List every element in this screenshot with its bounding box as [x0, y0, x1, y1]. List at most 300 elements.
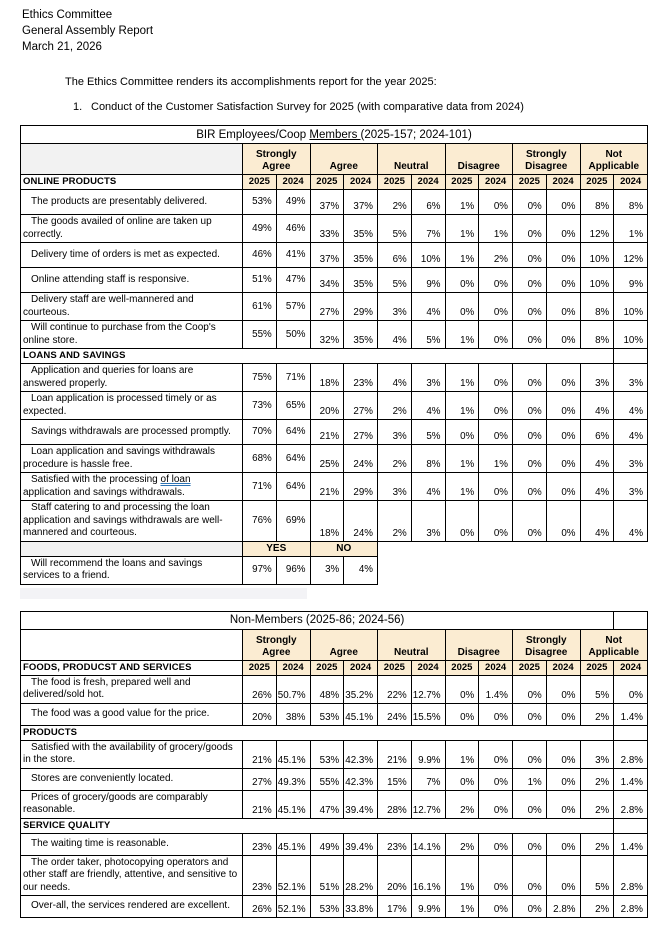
value-cell: 25% [310, 445, 344, 473]
group-header-cell: Not Applicable [580, 629, 648, 660]
value-cell: 3% [580, 740, 614, 768]
value-cell: 46% [276, 215, 310, 243]
value-cell: 50.7% [276, 675, 310, 703]
value-cell: 4% [580, 473, 614, 501]
non-members-survey-table [20, 611, 648, 919]
value-cell: 33% [310, 215, 344, 243]
value-cell: 0% [513, 321, 547, 349]
value-cell: 53% [310, 703, 344, 725]
value-cell: 1% [445, 473, 479, 501]
value-cell: 1% [513, 768, 547, 790]
value-cell: 5% [580, 675, 614, 703]
value-cell: 3% [614, 364, 648, 392]
value-cell: 48% [310, 675, 344, 703]
value-cell: 0% [513, 268, 547, 293]
value-cell: 10% [580, 243, 614, 268]
value-cell: 15.5% [411, 703, 445, 725]
value-cell: 21% [310, 420, 344, 445]
value-cell: 0% [479, 293, 513, 321]
section-label-cell: FOODS, PRODUCST AND SERVICES [21, 660, 243, 675]
row-label-cell [21, 473, 243, 501]
value-cell: 0% [445, 768, 479, 790]
value-cell: 0% [546, 268, 580, 293]
value-cell: 2.8% [614, 896, 648, 918]
row-label-cell: Satisfied with the availability of grocery/goods in the store. [21, 740, 243, 768]
value-cell: 3% [310, 556, 344, 584]
row-label-cell: Application and queries for loans are answered properly. [21, 364, 243, 392]
value-cell: 4% [411, 473, 445, 501]
row-label-cell: The products are presentably delivered. [21, 190, 243, 215]
value-cell: 8% [580, 190, 614, 215]
value-cell: 26% [243, 675, 277, 703]
table-title-row [21, 126, 648, 144]
value-cell: 0% [479, 703, 513, 725]
value-cell: 55% [310, 768, 344, 790]
value-cell: 2% [580, 768, 614, 790]
value-cell: 1% [445, 321, 479, 349]
value-cell: 29% [344, 293, 378, 321]
value-cell: 46% [243, 243, 277, 268]
value-cell: 0% [513, 675, 547, 703]
value-cell: 10% [580, 268, 614, 293]
value-cell: 0% [513, 190, 547, 215]
value-cell: 3% [614, 445, 648, 473]
value-cell: 65% [276, 392, 310, 420]
data-row [21, 703, 648, 725]
value-cell: 0% [445, 501, 479, 542]
row-label-cell: The food is fresh, prepared well and delivered/sold hot. [21, 675, 243, 703]
value-cell: 8% [614, 190, 648, 215]
value-cell: 4% [614, 501, 648, 542]
year-header-cell: 2025 [445, 660, 479, 675]
value-cell: 0% [546, 293, 580, 321]
value-cell: 0% [546, 675, 580, 703]
value-cell: 0% [513, 364, 547, 392]
value-cell: 1% [445, 215, 479, 243]
value-cell: 1.4% [614, 833, 648, 855]
section-row [21, 818, 648, 833]
value-cell: 27% [344, 420, 378, 445]
value-cell: 5% [411, 420, 445, 445]
year-header-cell: 2025 [445, 175, 479, 190]
value-cell: 1% [445, 855, 479, 896]
value-cell: 8% [411, 445, 445, 473]
section-label-cell: ONLINE PRODUCTS [21, 175, 243, 190]
value-cell: 51% [310, 855, 344, 896]
value-cell: 37% [344, 190, 378, 215]
value-cell: 16.1% [411, 855, 445, 896]
row-label-cell: Online attending staff is responsive. [21, 268, 243, 293]
year-header-cell: 2024 [411, 660, 445, 675]
data-row [21, 445, 648, 473]
yesno-header-cell: NO [310, 541, 378, 556]
value-cell: 0% [546, 445, 580, 473]
value-cell: 0% [546, 243, 580, 268]
row-label-cell: Delivery staff are well-mannered and courteous. [21, 293, 243, 321]
value-cell: 0% [546, 215, 580, 243]
table-title-text: BIR Employees/Coop [196, 128, 310, 141]
value-cell: 0% [546, 790, 580, 818]
value-cell: 5% [580, 855, 614, 896]
document-header [0, 0, 654, 55]
year-header-cell: 2024 [411, 175, 445, 190]
value-cell: 27% [344, 392, 378, 420]
value-cell: 24% [344, 501, 378, 542]
value-cell: 21% [243, 790, 277, 818]
value-cell: 20% [310, 392, 344, 420]
group-header-cell: Strongly Disagree [513, 144, 581, 175]
row-label-cell: The waiting time is reasonable. [21, 833, 243, 855]
value-cell: 49% [276, 190, 310, 215]
yesno-header-cell: YES [243, 541, 311, 556]
value-cell: 0% [445, 703, 479, 725]
row-label-cell: Will continue to purchase from the Coop's online store. [21, 321, 243, 349]
value-cell: 20% [378, 855, 412, 896]
value-cell: 26% [243, 896, 277, 918]
value-cell: 37% [310, 190, 344, 215]
value-cell: 42.3% [344, 740, 378, 768]
value-cell: 1.4% [479, 675, 513, 703]
blank-corner-cell [21, 629, 243, 660]
group-header-cell: Neutral [378, 144, 446, 175]
value-cell: 0% [445, 293, 479, 321]
value-cell: 61% [243, 293, 277, 321]
value-cell: 2% [479, 243, 513, 268]
value-cell: 53% [310, 896, 344, 918]
header-line-date: March 21, 2026 [22, 41, 102, 53]
title-side-cell [614, 611, 648, 629]
value-cell: 2% [580, 790, 614, 818]
value-cell: 29% [344, 473, 378, 501]
section-side-cell [614, 725, 648, 740]
value-cell: 17% [378, 896, 412, 918]
value-cell: 97% [243, 556, 277, 584]
data-row [21, 243, 648, 268]
value-cell: 0% [479, 364, 513, 392]
intro-paragraph: The Ethics Committee renders its accomplishments report for the year 2025: [65, 76, 437, 88]
header-line-committee: Ethics Committee [22, 9, 113, 21]
value-cell: 1% [479, 215, 513, 243]
data-row [21, 740, 648, 768]
data-row [21, 768, 648, 790]
row-label-cell: Over-all, the services rendered are excellent. [21, 896, 243, 918]
value-cell: 4% [614, 392, 648, 420]
value-cell: 6% [378, 243, 412, 268]
table-title [21, 611, 614, 629]
value-cell: 10% [411, 243, 445, 268]
value-cell: 1% [445, 364, 479, 392]
value-cell: 0% [546, 420, 580, 445]
blank-corner-cell [21, 144, 243, 175]
value-cell: 0% [479, 740, 513, 768]
group-header-cell: Agree [310, 144, 378, 175]
value-cell: 0% [546, 703, 580, 725]
value-cell: 0% [513, 501, 547, 542]
value-cell: 2.8% [614, 740, 648, 768]
value-cell: 0% [513, 473, 547, 501]
value-cell: 5% [378, 215, 412, 243]
value-cell: 27% [243, 768, 277, 790]
value-cell: 2% [580, 833, 614, 855]
value-cell: 21% [243, 740, 277, 768]
value-cell: 1% [614, 215, 648, 243]
group-header-row [21, 144, 648, 175]
value-cell: 0% [479, 501, 513, 542]
value-cell: 15% [378, 768, 412, 790]
year-header-cell: 2024 [546, 175, 580, 190]
value-cell: 21% [378, 740, 412, 768]
value-cell: 49% [310, 833, 344, 855]
data-row [21, 790, 648, 818]
value-cell: 1% [445, 243, 479, 268]
value-cell: 34% [310, 268, 344, 293]
value-cell: 0% [513, 855, 547, 896]
value-cell: 3% [411, 501, 445, 542]
data-row [21, 420, 648, 445]
year-header-cell: 2024 [276, 660, 310, 675]
year-header-cell: 2024 [546, 660, 580, 675]
value-cell: 45.1% [276, 833, 310, 855]
value-cell: 4% [580, 392, 614, 420]
year-header-cell: 2025 [580, 175, 614, 190]
value-cell: 0% [513, 215, 547, 243]
value-cell: 28.2% [344, 855, 378, 896]
value-cell: 0% [445, 420, 479, 445]
value-cell: 0% [546, 501, 580, 542]
value-cell: 3% [411, 364, 445, 392]
value-cell: 0% [479, 473, 513, 501]
value-cell: 52.1% [276, 896, 310, 918]
data-row [21, 215, 648, 243]
value-cell: 70% [243, 420, 277, 445]
value-cell: 37% [310, 243, 344, 268]
value-cell: 0% [513, 293, 547, 321]
value-cell: 3% [378, 293, 412, 321]
value-cell: 23% [243, 855, 277, 896]
value-cell: 0% [513, 896, 547, 918]
row-label-text: application and savings withdrawals. [23, 486, 185, 498]
value-cell: 0% [479, 392, 513, 420]
value-cell: 10% [614, 293, 648, 321]
value-cell: 1% [445, 740, 479, 768]
value-cell: 3% [580, 364, 614, 392]
year-header-cell: 2024 [344, 175, 378, 190]
value-cell: 27% [310, 293, 344, 321]
value-cell: 33.8% [344, 896, 378, 918]
value-cell: 2% [445, 790, 479, 818]
yesno-blank-cell [21, 541, 243, 556]
value-cell: 2% [580, 703, 614, 725]
value-cell: 2.8% [614, 790, 648, 818]
value-cell: 23% [378, 833, 412, 855]
value-cell: 24% [344, 445, 378, 473]
year-header-cell: 2024 [614, 175, 648, 190]
value-cell: 35% [344, 268, 378, 293]
value-cell: 3% [614, 473, 648, 501]
value-cell: 1% [445, 392, 479, 420]
value-cell: 0% [546, 364, 580, 392]
year-header-cell: 2025 [378, 175, 412, 190]
row-label-cell: Delivery time of orders is met as expected. [21, 243, 243, 268]
value-cell: 7% [411, 768, 445, 790]
year-header-cell: 2025 [378, 660, 412, 675]
value-cell: 45.1% [276, 790, 310, 818]
value-cell: 20% [243, 703, 277, 725]
value-cell: 0% [513, 420, 547, 445]
value-cell: 8% [580, 321, 614, 349]
value-cell: 4% [580, 445, 614, 473]
value-cell: 38% [276, 703, 310, 725]
year-header-cell: 2024 [479, 660, 513, 675]
year-header-cell: 2024 [479, 175, 513, 190]
value-cell: 0% [479, 896, 513, 918]
year-header-cell: 2025 [310, 660, 344, 675]
value-cell: 0% [479, 190, 513, 215]
value-cell: 2.8% [546, 896, 580, 918]
year-header-cell: 2024 [344, 660, 378, 675]
value-cell: 5% [378, 268, 412, 293]
row-label-cell: Staff catering to and processing the loan application and savings withdrawals are well-mannered and courteous. [21, 501, 243, 542]
table-bottom-shading [20, 588, 307, 599]
value-cell: 0% [546, 740, 580, 768]
value-cell: 6% [411, 190, 445, 215]
value-cell: 3% [378, 473, 412, 501]
value-cell: 0% [513, 703, 547, 725]
empty-region [378, 556, 648, 584]
data-row [21, 473, 648, 501]
value-cell: 0% [546, 768, 580, 790]
data-row [21, 392, 648, 420]
value-cell: 0% [479, 833, 513, 855]
value-cell: 1.4% [614, 703, 648, 725]
value-cell: 68% [243, 445, 277, 473]
data-row [21, 833, 648, 855]
value-cell: 64% [276, 445, 310, 473]
members-survey-table [20, 125, 648, 585]
year-header-cell: 2025 [310, 175, 344, 190]
value-cell: 12% [614, 243, 648, 268]
data-row [21, 268, 648, 293]
table-title [21, 126, 648, 144]
value-cell: 0% [513, 833, 547, 855]
data-row [21, 855, 648, 896]
value-cell: 0% [546, 833, 580, 855]
value-cell: 50% [276, 321, 310, 349]
value-cell: 47% [276, 268, 310, 293]
group-header-cell: Neutral [378, 629, 446, 660]
value-cell: 2% [580, 896, 614, 918]
years-row [21, 175, 648, 190]
value-cell: 1% [445, 190, 479, 215]
value-cell: 18% [310, 501, 344, 542]
row-label-cell: Savings withdrawals are processed promptly. [21, 420, 243, 445]
value-cell: 2% [445, 833, 479, 855]
data-row [21, 501, 648, 542]
value-cell: 21% [310, 473, 344, 501]
value-cell: 0% [479, 321, 513, 349]
value-cell: 55% [243, 321, 277, 349]
data-row [21, 190, 648, 215]
value-cell: 8% [580, 293, 614, 321]
group-header-cell: Strongly Agree [243, 144, 311, 175]
table-title-row [21, 611, 648, 629]
value-cell: 1% [479, 445, 513, 473]
value-cell: 3% [378, 420, 412, 445]
value-cell: 96% [276, 556, 310, 584]
value-cell: 12.7% [411, 790, 445, 818]
value-cell: 51% [243, 268, 277, 293]
value-cell: 53% [243, 190, 277, 215]
year-header-cell: 2025 [243, 175, 277, 190]
list-item-text: Conduct of the Customer Satisfaction Survey for 2025 (with comparative data from 2024) [91, 101, 524, 113]
list-number: 1. [73, 101, 83, 113]
value-cell: 45.1% [276, 740, 310, 768]
group-header-row [21, 629, 648, 660]
row-label-text: Satisfied with the processing [31, 474, 161, 485]
value-cell: 28% [378, 790, 412, 818]
value-cell: 0% [479, 768, 513, 790]
value-cell: 4% [614, 420, 648, 445]
value-cell: 64% [276, 420, 310, 445]
row-label-cell: Loan application and savings withdrawals procedure is hassle free. [21, 445, 243, 473]
value-cell: 52.1% [276, 855, 310, 896]
value-cell: 47% [310, 790, 344, 818]
value-cell: 4% [378, 321, 412, 349]
row-label-cell: Stores are conveniently located. [21, 768, 243, 790]
group-header-cell: Strongly Agree [243, 629, 311, 660]
year-header-cell: 2025 [243, 660, 277, 675]
section-side-cell [614, 818, 648, 833]
value-cell: 53% [310, 740, 344, 768]
value-cell: 5% [411, 321, 445, 349]
value-cell: 35% [344, 321, 378, 349]
value-cell: 0% [513, 790, 547, 818]
value-cell: 73% [243, 392, 277, 420]
value-cell: 0% [479, 790, 513, 818]
value-cell: 76% [243, 501, 277, 542]
value-cell: 0% [614, 675, 648, 703]
value-cell: 0% [479, 420, 513, 445]
year-header-cell: 2024 [276, 175, 310, 190]
value-cell: 75% [243, 364, 277, 392]
value-cell: 9.9% [411, 896, 445, 918]
value-cell: 0% [546, 190, 580, 215]
value-cell: 0% [513, 243, 547, 268]
value-cell: 0% [479, 855, 513, 896]
value-cell: 0% [513, 445, 547, 473]
group-header-cell: Disagree [445, 144, 513, 175]
value-cell: 32% [310, 321, 344, 349]
value-cell: 23% [243, 833, 277, 855]
value-cell: 2.8% [614, 855, 648, 896]
value-cell: 2% [378, 190, 412, 215]
value-cell: 22% [378, 675, 412, 703]
section-side-cell [614, 349, 648, 364]
value-cell: 49% [243, 215, 277, 243]
data-row [21, 896, 648, 918]
data4-row [21, 556, 648, 584]
section-label-cell: SERVICE QUALITY [21, 818, 614, 833]
value-cell: 9.9% [411, 740, 445, 768]
value-cell: 0% [513, 740, 547, 768]
data-row [21, 364, 648, 392]
value-cell: 23% [344, 364, 378, 392]
row-label-cell: Prices of grocery/goods are comparably reasonable. [21, 790, 243, 818]
row-label-cell: The order taker, photocopying operators and other staff are friendly, attentive, and sensitive to our needs. [21, 855, 243, 896]
value-cell: 69% [276, 501, 310, 542]
data-row [21, 321, 648, 349]
header-line-report: General Assembly Report [22, 25, 154, 37]
